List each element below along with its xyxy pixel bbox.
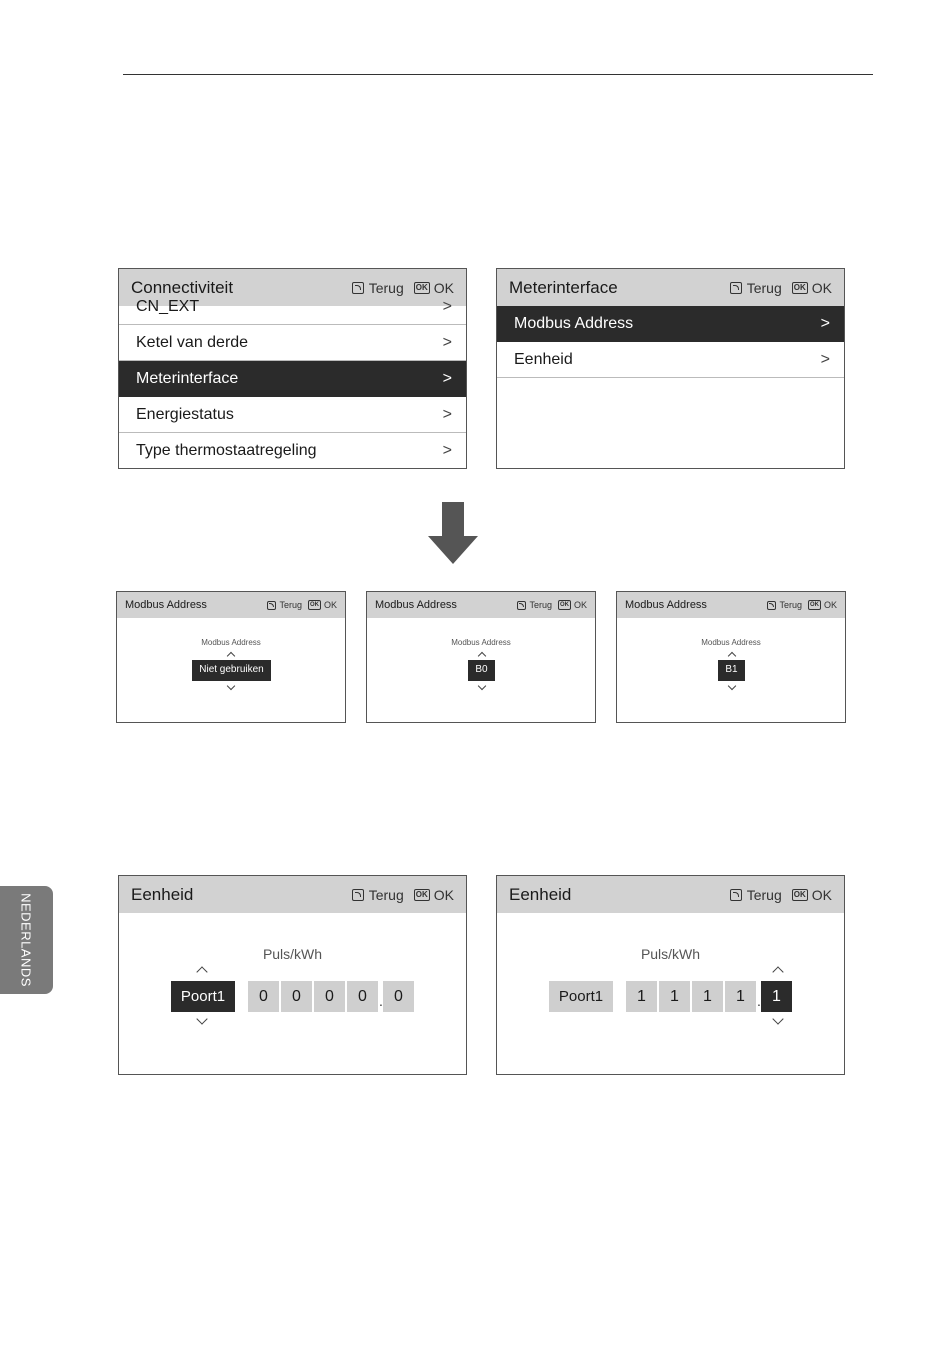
back-icon[interactable] <box>730 889 742 901</box>
ok-label[interactable]: OK <box>811 279 832 296</box>
back-label[interactable]: Terug <box>279 600 302 610</box>
chevron-up-icon[interactable] <box>196 966 207 977</box>
chevron-right-icon: > <box>820 350 830 368</box>
chevron-right-icon: > <box>820 315 830 332</box>
ok-icon[interactable]: OK <box>309 602 319 608</box>
chevron-right-icon: > <box>442 405 452 423</box>
screen-eenheid-1 <box>118 875 467 1075</box>
ok-label[interactable]: OK <box>823 600 837 610</box>
chevron-up-icon[interactable] <box>227 652 235 660</box>
menu-item-eenheid[interactable] <box>497 342 844 378</box>
screen-title: Modbus Address <box>125 599 207 611</box>
chevron-down-icon[interactable] <box>227 682 235 690</box>
back-icon[interactable] <box>352 282 364 294</box>
menu-item-meterinterface[interactable] <box>119 361 466 397</box>
chevron-right-icon: > <box>442 297 452 315</box>
screen-eenheid-2 <box>496 875 845 1075</box>
ok-icon[interactable]: OK <box>415 282 428 292</box>
back-label[interactable]: Terug <box>746 279 782 296</box>
screen-modbus-address-1 <box>116 591 346 723</box>
header-controls <box>352 887 454 903</box>
header-controls <box>730 280 832 296</box>
value-caption: Modbus Address <box>451 638 511 647</box>
screen-header <box>617 592 845 618</box>
value-display[interactable]: Niet gebruiken <box>192 660 271 681</box>
back-icon[interactable] <box>730 282 742 294</box>
screen-title: Meterinterface <box>509 277 618 297</box>
ok-icon[interactable]: OK <box>793 282 806 292</box>
top-rule <box>123 74 873 75</box>
digit-cell[interactable]: 0 <box>314 981 345 1012</box>
digit-cell[interactable]: 0 <box>347 981 378 1012</box>
decimal-cell[interactable]: 1 <box>761 981 792 1012</box>
back-label[interactable]: Terug <box>368 279 404 296</box>
screen-header <box>367 592 595 618</box>
ok-label[interactable]: OK <box>811 886 832 903</box>
digit-cell[interactable]: 1 <box>725 981 756 1012</box>
back-icon[interactable] <box>267 601 276 610</box>
menu-item-label: Eenheid <box>514 350 573 368</box>
chevron-up-icon[interactable] <box>728 652 736 660</box>
chevron-up-icon[interactable] <box>772 966 783 977</box>
menu-item-label: Type thermostaatregeling <box>136 442 317 459</box>
chevron-down-icon[interactable] <box>772 1013 783 1024</box>
digit-cell[interactable]: 1 <box>626 981 657 1012</box>
decimal-point: . <box>757 993 761 1009</box>
screen-title: Modbus Address <box>625 599 707 611</box>
back-icon[interactable] <box>517 601 526 610</box>
chevron-down-icon[interactable] <box>196 1013 207 1024</box>
ok-label[interactable]: OK <box>573 600 587 610</box>
back-label[interactable]: Terug <box>779 600 802 610</box>
value-caption: Modbus Address <box>201 638 261 647</box>
language-side-tab <box>0 886 53 994</box>
screen-header <box>497 876 844 913</box>
menu-item-modbus-address[interactable] <box>497 306 844 342</box>
menu-item-label: Energiestatus <box>136 405 234 423</box>
chevron-up-icon[interactable] <box>478 652 486 660</box>
back-label[interactable]: Terug <box>746 886 782 903</box>
digit-cell[interactable]: 0 <box>281 981 312 1012</box>
ok-icon[interactable]: OK <box>415 889 428 899</box>
back-icon[interactable] <box>352 889 364 901</box>
screen-title: Eenheid <box>509 884 572 904</box>
screen-modbus-address-2 <box>366 591 596 723</box>
header-controls <box>267 600 337 610</box>
decimal-cell[interactable]: 0 <box>383 981 414 1012</box>
value-caption: Modbus Address <box>701 638 761 647</box>
ok-icon[interactable]: OK <box>559 602 569 608</box>
screen-header <box>117 592 345 618</box>
unit-caption: Puls/kWh <box>262 946 323 962</box>
header-controls <box>517 600 587 610</box>
menu-item-ketel[interactable] <box>119 325 466 361</box>
back-label[interactable]: Terug <box>529 600 552 610</box>
screen-meterinterface <box>496 268 845 469</box>
screen-header <box>119 876 466 913</box>
chevron-right-icon: > <box>442 370 452 387</box>
value-display[interactable]: B1 <box>718 660 745 681</box>
menu-item-label: Modbus Address <box>514 315 634 332</box>
header-controls <box>767 600 837 610</box>
chevron-right-icon: > <box>442 333 452 351</box>
ok-label[interactable]: OK <box>433 886 454 903</box>
back-icon[interactable] <box>767 601 776 610</box>
header-controls <box>730 887 832 903</box>
ok-label[interactable]: OK <box>433 279 454 296</box>
menu-item-thermostaat[interactable] <box>119 433 466 469</box>
ok-icon[interactable]: OK <box>809 602 819 608</box>
screen-title: Eenheid <box>131 884 194 904</box>
header-controls <box>352 280 454 296</box>
screen-title: Connectiviteit <box>131 277 234 297</box>
value-display[interactable]: B0 <box>468 660 495 681</box>
ok-label[interactable]: OK <box>323 600 337 610</box>
screen-connectiviteit <box>118 268 467 469</box>
chevron-right-icon: > <box>442 442 452 459</box>
language-tab-label: NEDERLANDS <box>18 893 34 987</box>
menu-item-label: Meterinterface <box>136 370 239 387</box>
back-label[interactable]: Terug <box>368 886 404 903</box>
port-selector[interactable]: Poort1 <box>549 981 613 1012</box>
menu-item-label: CN_EXT <box>136 297 200 315</box>
decimal-point: . <box>379 993 383 1009</box>
screen-title: Modbus Address <box>375 599 457 611</box>
digit-cell[interactable]: 1 <box>692 981 723 1012</box>
digit-cell[interactable]: 0 <box>248 981 279 1012</box>
arrow-down-icon <box>428 502 478 564</box>
chevron-down-icon[interactable] <box>478 682 486 690</box>
unit-caption: Puls/kWh <box>640 946 701 962</box>
digit-cell[interactable]: 1 <box>659 981 690 1012</box>
chevron-down-icon[interactable] <box>728 682 736 690</box>
port-selector[interactable]: Poort1 <box>171 981 235 1012</box>
menu-item-partial[interactable] <box>119 297 466 325</box>
menu-item-energiestatus[interactable] <box>119 397 466 433</box>
ok-icon[interactable]: OK <box>793 889 806 899</box>
menu-item-label: Ketel van derde <box>136 333 249 351</box>
screen-header <box>497 269 844 306</box>
screen-modbus-address-3 <box>616 591 846 723</box>
